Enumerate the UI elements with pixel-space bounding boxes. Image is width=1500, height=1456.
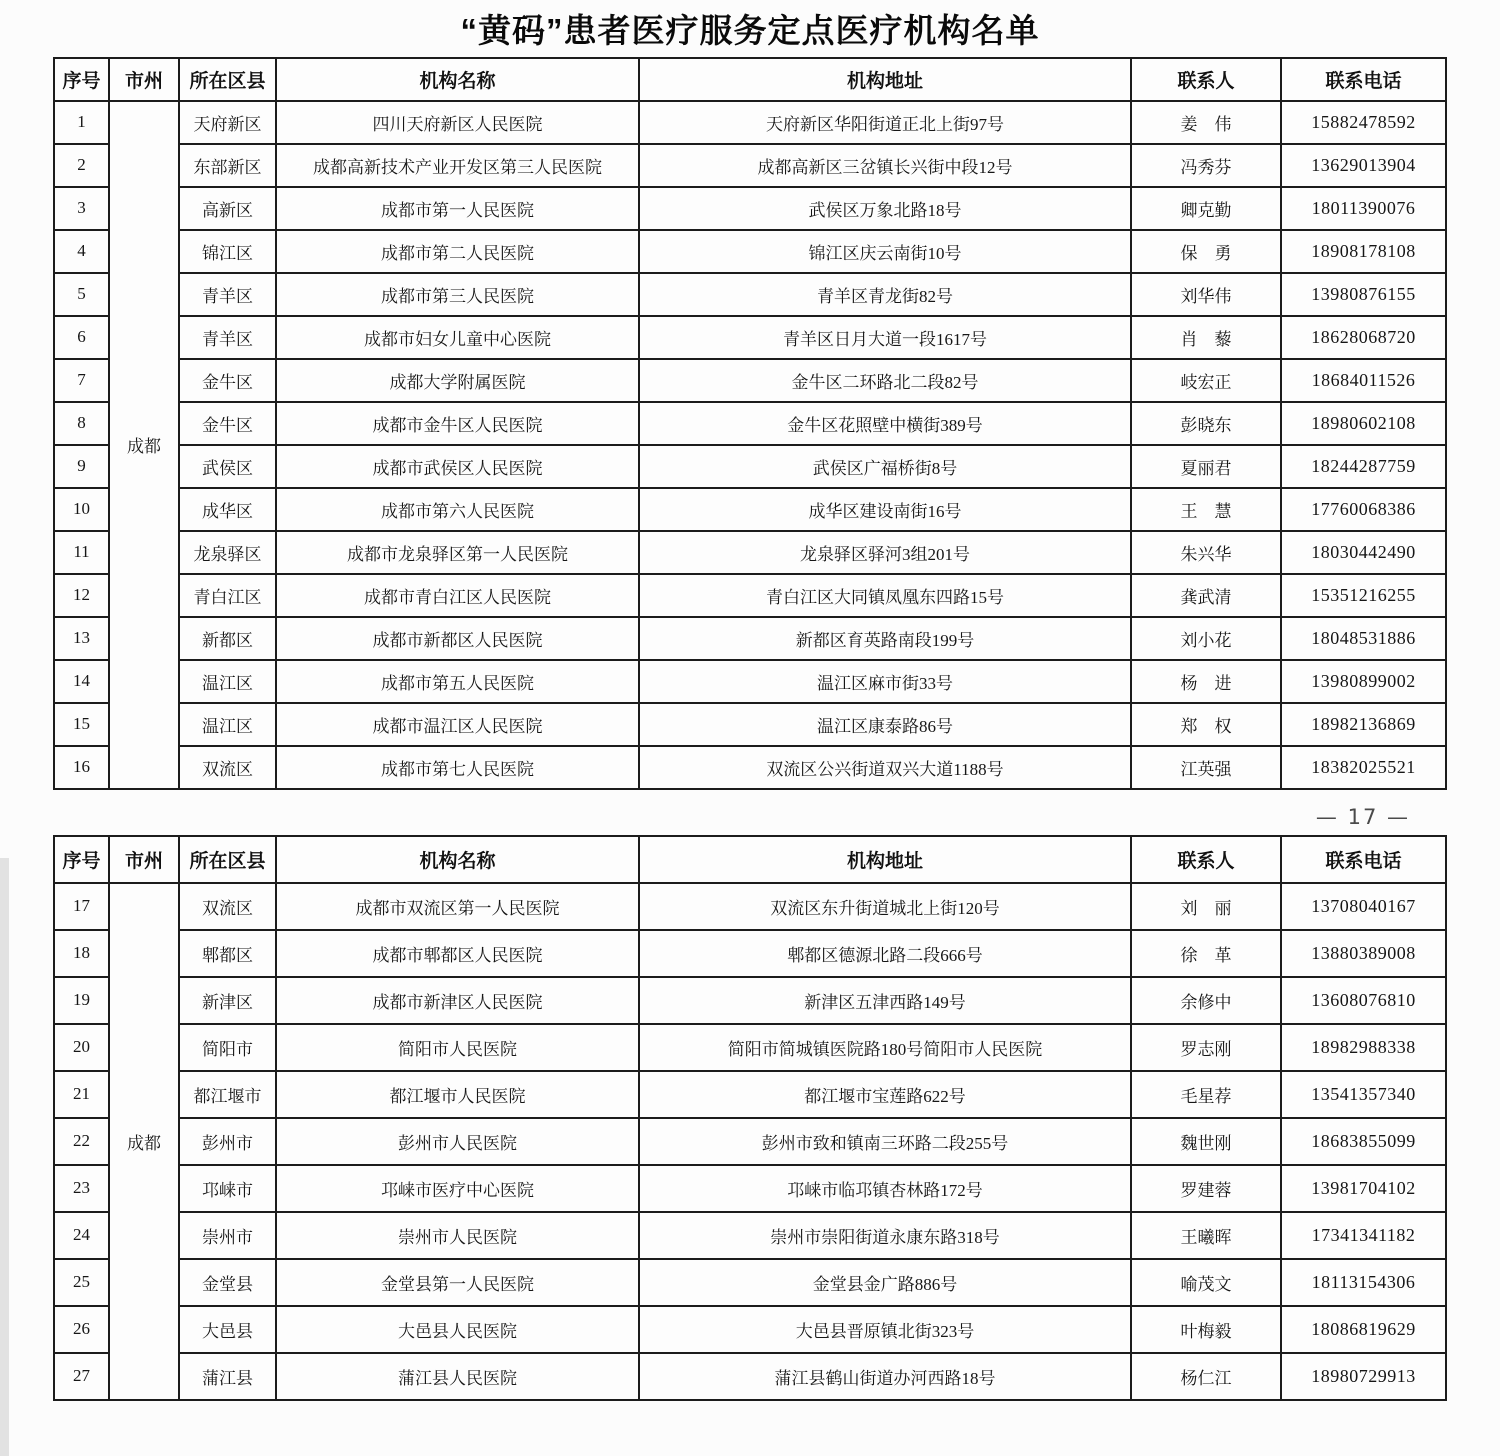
table-row (54, 273, 1446, 316)
cell-no: 11 (54, 531, 109, 574)
cell-name: 成都市新都区人民医院 (276, 617, 639, 660)
cell-contact: 朱兴华 (1131, 531, 1281, 574)
cell-address: 青羊区青龙街82号 (639, 273, 1131, 316)
header-row (54, 836, 1446, 883)
cell-phone: 17760068386 (1281, 488, 1446, 531)
cell-name: 金堂县第一人民医院 (276, 1259, 639, 1306)
cell-no: 13 (54, 617, 109, 660)
cell-name: 成都市武侯区人民医院 (276, 445, 639, 488)
cell-no: 1 (54, 101, 109, 144)
cell-contact: 毛星荐 (1131, 1071, 1281, 1118)
cell-address: 都江堰市宝莲路622号 (639, 1071, 1131, 1118)
cell-no: 24 (54, 1212, 109, 1259)
cell-name: 成都市新津区人民医院 (276, 977, 639, 1024)
cell-contact: 冯秀芬 (1131, 144, 1281, 187)
cell-name: 蒲江县人民医院 (276, 1353, 639, 1400)
cell-district: 金堂县 (179, 1259, 276, 1306)
cell-phone: 18982136869 (1281, 703, 1446, 746)
cell-no: 27 (54, 1353, 109, 1400)
cell-phone: 18048531886 (1281, 617, 1446, 660)
cell-district: 武侯区 (179, 445, 276, 488)
cell-contact: 喻茂文 (1131, 1259, 1281, 1306)
table-row (54, 1259, 1446, 1306)
cell-contact: 魏世刚 (1131, 1118, 1281, 1165)
cell-district: 天府新区 (179, 101, 276, 144)
cell-contact: 岐宏正 (1131, 359, 1281, 402)
cell-no: 5 (54, 273, 109, 316)
column-header-0: 序号 (54, 836, 109, 883)
cell-phone: 13541357340 (1281, 1071, 1446, 1118)
table-row (54, 617, 1446, 660)
cell-contact: 肖 藜 (1131, 316, 1281, 359)
cell-district: 郫都区 (179, 930, 276, 977)
cell-no: 18 (54, 930, 109, 977)
cell-address: 双流区东升街道城北上街120号 (639, 883, 1131, 930)
table-row (54, 703, 1446, 746)
cell-contact: 叶梅毅 (1131, 1306, 1281, 1353)
cell-contact: 保 勇 (1131, 230, 1281, 273)
cell-address: 彭州市致和镇南三环路二段255号 (639, 1118, 1131, 1165)
cell-district: 金牛区 (179, 402, 276, 445)
cell-address: 成都高新区三岔镇长兴街中段12号 (639, 144, 1131, 187)
column-header-0: 序号 (54, 58, 109, 101)
cell-name: 成都市温江区人民医院 (276, 703, 639, 746)
cell-district: 崇州市 (179, 1212, 276, 1259)
cell-contact: 夏丽君 (1131, 445, 1281, 488)
cell-name: 崇州市人民医院 (276, 1212, 639, 1259)
cell-name: 成都市第三人民医院 (276, 273, 639, 316)
cell-contact: 徐 革 (1131, 930, 1281, 977)
cell-name: 成都市双流区第一人民医院 (276, 883, 639, 930)
cell-name: 成都市金牛区人民医院 (276, 402, 639, 445)
cell-phone: 15882478592 (1281, 101, 1446, 144)
column-header-1: 市州 (109, 836, 179, 883)
cell-phone: 18030442490 (1281, 531, 1446, 574)
cell-phone: 13980899002 (1281, 660, 1446, 703)
cell-contact: 刘小花 (1131, 617, 1281, 660)
cell-no: 7 (54, 359, 109, 402)
cell-district: 成华区 (179, 488, 276, 531)
column-header-2: 所在区县 (179, 58, 276, 101)
cell-no: 19 (54, 977, 109, 1024)
cell-district: 简阳市 (179, 1024, 276, 1071)
table-row (54, 101, 1446, 144)
table-row (54, 1165, 1446, 1212)
cell-phone: 13629013904 (1281, 144, 1446, 187)
cell-address: 郫都区德源北路二段666号 (639, 930, 1131, 977)
cell-no: 3 (54, 187, 109, 230)
cell-phone: 18683855099 (1281, 1118, 1446, 1165)
cell-district: 金牛区 (179, 359, 276, 402)
cell-district: 温江区 (179, 660, 276, 703)
cell-phone: 13981704102 (1281, 1165, 1446, 1212)
page-title: “黄码”患者医疗服务定点医疗机构名单 (460, 12, 1040, 49)
table-row (54, 230, 1446, 273)
column-header-3: 机构名称 (276, 58, 639, 101)
cell-district: 新都区 (179, 617, 276, 660)
cell-name: 都江堰市人民医院 (276, 1071, 639, 1118)
cell-phone: 13708040167 (1281, 883, 1446, 930)
cell-district: 蒲江县 (179, 1353, 276, 1400)
table-row (54, 883, 1446, 930)
table-row (54, 1306, 1446, 1353)
cell-address: 大邑县晋原镇北街323号 (639, 1306, 1131, 1353)
cell-no: 2 (54, 144, 109, 187)
cell-name: 彭州市人民医院 (276, 1118, 639, 1165)
column-header-5: 联系人 (1131, 836, 1281, 883)
cell-phone: 18684011526 (1281, 359, 1446, 402)
column-header-3: 机构名称 (276, 836, 639, 883)
column-header-4: 机构地址 (639, 58, 1131, 101)
cell-address: 武侯区广福桥街8号 (639, 445, 1131, 488)
cell-no: 10 (54, 488, 109, 531)
cell-name: 成都市青白江区人民医院 (276, 574, 639, 617)
cell-no: 12 (54, 574, 109, 617)
cell-name: 成都市第五人民医院 (276, 660, 639, 703)
cell-no: 4 (54, 230, 109, 273)
cell-district: 高新区 (179, 187, 276, 230)
cell-contact: 郑 权 (1131, 703, 1281, 746)
cell-no: 20 (54, 1024, 109, 1071)
cell-no: 15 (54, 703, 109, 746)
table-row (54, 1353, 1446, 1400)
cell-address: 天府新区华阳街道正北上街97号 (639, 101, 1131, 144)
cell-phone: 13980876155 (1281, 273, 1446, 316)
cell-address: 成华区建设南街16号 (639, 488, 1131, 531)
scan-edge-artifact (0, 858, 9, 1456)
table-row (54, 1212, 1446, 1259)
cell-phone: 18382025521 (1281, 746, 1446, 789)
cell-contact: 杨仁江 (1131, 1353, 1281, 1400)
cell-address: 金堂县金广路886号 (639, 1259, 1131, 1306)
table-row (54, 316, 1446, 359)
cell-phone: 18086819629 (1281, 1306, 1446, 1353)
cell-phone: 18982988338 (1281, 1024, 1446, 1071)
cell-address: 新都区育英路南段199号 (639, 617, 1131, 660)
cell-name: 成都市郫都区人民医院 (276, 930, 639, 977)
cell-contact: 罗建蓉 (1131, 1165, 1281, 1212)
table-row (54, 977, 1446, 1024)
column-header-5: 联系人 (1131, 58, 1281, 101)
cell-phone: 17341341182 (1281, 1212, 1446, 1259)
table-row (54, 930, 1446, 977)
header-row (54, 58, 1446, 101)
cell-no: 14 (54, 660, 109, 703)
cell-no: 25 (54, 1259, 109, 1306)
cell-name: 成都市第二人民医院 (276, 230, 639, 273)
cell-phone: 18011390076 (1281, 187, 1446, 230)
cell-no: 8 (54, 402, 109, 445)
table-row (54, 660, 1446, 703)
cell-contact: 王 慧 (1131, 488, 1281, 531)
cell-name: 成都市龙泉驿区第一人民医院 (276, 531, 639, 574)
cell-address: 龙泉驿区驿河3组201号 (639, 531, 1131, 574)
cell-address: 邛崃市临邛镇杏林路172号 (639, 1165, 1131, 1212)
page-number: — 17 — (1315, 804, 1410, 829)
cell-district: 温江区 (179, 703, 276, 746)
cell-phone: 13880389008 (1281, 930, 1446, 977)
cell-contact: 王曦晖 (1131, 1212, 1281, 1259)
hospital-table-top (53, 57, 1447, 790)
cell-contact: 江英强 (1131, 746, 1281, 789)
cell-no: 21 (54, 1071, 109, 1118)
cell-no: 17 (54, 883, 109, 930)
cell-district: 都江堰市 (179, 1071, 276, 1118)
cell-district: 新津区 (179, 977, 276, 1024)
cell-address: 简阳市简城镇医院路180号简阳市人民医院 (639, 1024, 1131, 1071)
cell-name: 四川天府新区人民医院 (276, 101, 639, 144)
cell-name: 成都市妇女儿童中心医院 (276, 316, 639, 359)
cell-address: 金牛区花照壁中横街389号 (639, 402, 1131, 445)
cell-city: 成都 (109, 101, 179, 789)
cell-contact: 卿克勤 (1131, 187, 1281, 230)
table-row (54, 1024, 1446, 1071)
cell-contact: 彭晓东 (1131, 402, 1281, 445)
cell-name: 大邑县人民医院 (276, 1306, 639, 1353)
cell-phone: 18980729913 (1281, 1353, 1446, 1400)
cell-address: 青白江区大同镇凤凰东四路15号 (639, 574, 1131, 617)
cell-address: 金牛区二环路北二段82号 (639, 359, 1131, 402)
table-row (54, 402, 1446, 445)
cell-address: 温江区麻市街33号 (639, 660, 1131, 703)
column-header-2: 所在区县 (179, 836, 276, 883)
cell-address: 蒲江县鹤山街道办河西路18号 (639, 1353, 1131, 1400)
cell-no: 22 (54, 1118, 109, 1165)
cell-name: 成都市第七人民医院 (276, 746, 639, 789)
cell-name: 成都市第六人民医院 (276, 488, 639, 531)
cell-address: 武侯区万象北路18号 (639, 187, 1131, 230)
cell-address: 青羊区日月大道一段1617号 (639, 316, 1131, 359)
cell-district: 青羊区 (179, 316, 276, 359)
column-header-6: 联系电话 (1281, 58, 1446, 101)
cell-phone: 18908178108 (1281, 230, 1446, 273)
cell-district: 青白江区 (179, 574, 276, 617)
column-header-1: 市州 (109, 58, 179, 101)
cell-district: 大邑县 (179, 1306, 276, 1353)
cell-address: 新津区五津西路149号 (639, 977, 1131, 1024)
cell-phone: 18628068720 (1281, 316, 1446, 359)
cell-district: 龙泉驿区 (179, 531, 276, 574)
cell-address: 崇州市崇阳街道永康东路318号 (639, 1212, 1131, 1259)
cell-phone: 18244287759 (1281, 445, 1446, 488)
cell-phone: 13608076810 (1281, 977, 1446, 1024)
table-row (54, 531, 1446, 574)
table-row (54, 1071, 1446, 1118)
cell-no: 23 (54, 1165, 109, 1212)
table-row (54, 574, 1446, 617)
table-row (54, 746, 1446, 789)
cell-district: 彭州市 (179, 1118, 276, 1165)
cell-phone: 18980602108 (1281, 402, 1446, 445)
table-row (54, 445, 1446, 488)
cell-phone: 18113154306 (1281, 1259, 1446, 1306)
cell-name: 简阳市人民医院 (276, 1024, 639, 1071)
column-header-6: 联系电话 (1281, 836, 1446, 883)
cell-district: 锦江区 (179, 230, 276, 273)
table-row (54, 488, 1446, 531)
cell-district: 东部新区 (179, 144, 276, 187)
cell-contact: 刘华伟 (1131, 273, 1281, 316)
hospital-table-bottom (53, 835, 1447, 1401)
cell-contact: 罗志刚 (1131, 1024, 1281, 1071)
cell-district: 双流区 (179, 883, 276, 930)
cell-contact: 杨 进 (1131, 660, 1281, 703)
cell-name: 邛崃市医疗中心医院 (276, 1165, 639, 1212)
column-header-4: 机构地址 (639, 836, 1131, 883)
cell-name: 成都大学附属医院 (276, 359, 639, 402)
cell-no: 16 (54, 746, 109, 789)
cell-contact: 龚武清 (1131, 574, 1281, 617)
cell-district: 青羊区 (179, 273, 276, 316)
cell-city: 成都 (109, 883, 179, 1400)
table-row (54, 187, 1446, 230)
cell-phone: 15351216255 (1281, 574, 1446, 617)
table-row (54, 144, 1446, 187)
cell-district: 双流区 (179, 746, 276, 789)
cell-no: 9 (54, 445, 109, 488)
cell-address: 锦江区庆云南街10号 (639, 230, 1131, 273)
cell-contact: 余修中 (1131, 977, 1281, 1024)
table-row (54, 1118, 1446, 1165)
cell-address: 温江区康泰路86号 (639, 703, 1131, 746)
cell-name: 成都高新技术产业开发区第三人民医院 (276, 144, 639, 187)
cell-no: 6 (54, 316, 109, 359)
cell-contact: 姜 伟 (1131, 101, 1281, 144)
cell-address: 双流区公兴街道双兴大道1188号 (639, 746, 1131, 789)
cell-name: 成都市第一人民医院 (276, 187, 639, 230)
cell-district: 邛崃市 (179, 1165, 276, 1212)
cell-contact: 刘 丽 (1131, 883, 1281, 930)
cell-no: 26 (54, 1306, 109, 1353)
table-row (54, 359, 1446, 402)
